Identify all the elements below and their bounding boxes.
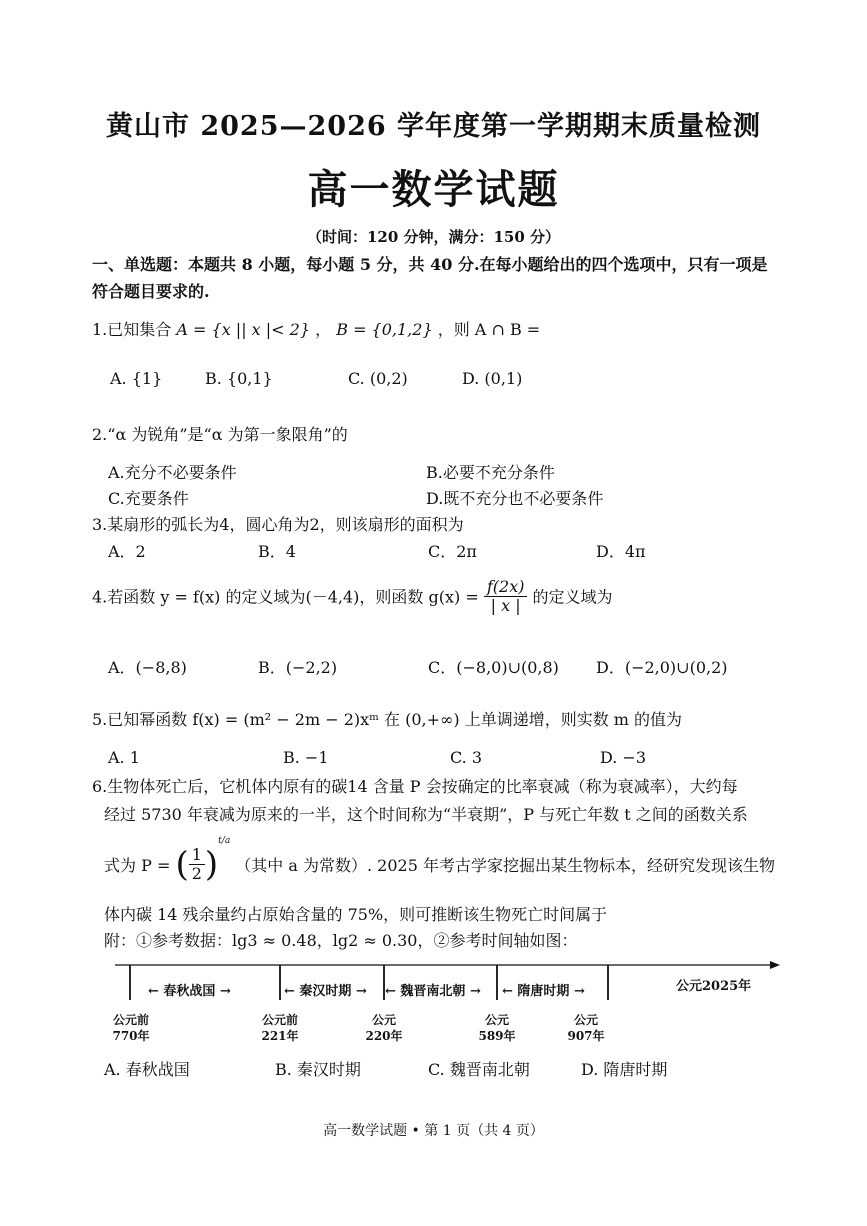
timeline-label-907ad-line1: 公元 <box>573 1013 598 1027</box>
q1-stem-end: ，则 A ∩ B = <box>437 320 541 339</box>
q1-option-d: D. (0,1) <box>462 369 523 388</box>
q4-fraction-numerator: f(2x) <box>484 578 528 597</box>
q6-option-d: D. 隋唐时期 <box>581 1060 668 1079</box>
q3-option-a: A．2 <box>108 542 146 561</box>
q5-option-d: D. −3 <box>600 748 647 767</box>
q6-fraction-denominator: 2 <box>191 864 202 883</box>
timeline-label-589ad <box>472 1012 522 1044</box>
q6-paren-close: ) <box>204 844 219 885</box>
q4-fraction <box>484 578 528 614</box>
q2-option-a: A.充分不必要条件 <box>108 463 237 482</box>
timeline-label-221bc-line1: 公元前 <box>261 1013 298 1027</box>
q6-option-a: A. 春秋战国 <box>104 1060 190 1079</box>
timeline-label-589ad-line1: 公元 <box>484 1013 509 1027</box>
timeline-label-220ad-line1: 公元 <box>371 1013 396 1027</box>
q5-option-c: C. 3 <box>450 748 483 767</box>
q6-option-b: B. 秦汉时期 <box>275 1060 361 1079</box>
time-score-info: （时间：120 分钟，满分：150 分） <box>306 228 561 246</box>
timeline-era-weijin: ← 魏晋南北朝 → <box>385 984 481 999</box>
section-heading-line2: 符合题目要求的. <box>92 282 210 301</box>
q6-formula-prefix: 式为 P = <box>104 856 171 875</box>
question-6-line3 <box>104 836 775 885</box>
q1-option-a: A. {1} <box>110 369 163 388</box>
question-6-line1: 6.生物体死亡后，它机体内原有的碳14 含量 P 会按确定的比率衰减（称为衰减率），大约每 <box>92 777 738 796</box>
timeline-label-589ad-line2: 589年 <box>478 1029 516 1044</box>
q1-stem-prefix: 1.已知集合 <box>92 320 172 339</box>
question-6-line2: 经过 5730 年衰减为原来的一半，这个时间称为“半衰期”，P 与死亡年数 t 之间的函数关系 <box>104 805 748 824</box>
q1-option-c: C. (0,2) <box>348 369 408 388</box>
question-5-stem: 5.已知幂函数 f(x) = (m² − 2m − 2)xᵐ 在 (0,+∞) 上单调递增，则实数 m 的值为 <box>92 710 683 729</box>
q5-option-a: A. 1 <box>108 748 140 767</box>
timeline-end-label: 公元2025年 <box>676 979 752 994</box>
timeline-label-770bc <box>106 1012 156 1044</box>
timeline-label-907ad <box>561 1012 611 1044</box>
q4-option-d: D．(−2,0)∪(0,2) <box>596 658 728 677</box>
q2-option-d: D.既不充分也不必要条件 <box>426 489 604 508</box>
question-3-stem: 3.某扇形的弧长为4，圆心角为2，则该扇形的面积为 <box>92 515 464 534</box>
q1-set-b: B = {0,1,2} <box>336 320 433 339</box>
q4-stem-suffix: 的定义域为 <box>532 587 613 607</box>
q4-fraction-denominator: | x | <box>490 595 521 615</box>
exam-header-title: 黄山市 2025—2026 学年度第一学期期末质量检测 <box>105 111 762 142</box>
q1-separator: ， <box>315 320 332 339</box>
q6-exponent: t/a <box>218 836 231 846</box>
question-4-stem <box>92 578 613 614</box>
timeline-era-chunqiu: ← 春秋战国 → <box>148 984 231 999</box>
q5-option-b: B. −1 <box>283 748 329 767</box>
q4-option-c: C．(−8,0)∪(0,8) <box>428 658 559 677</box>
timeline-arrowhead <box>770 961 780 969</box>
timeline-label-907ad-line2: 907年 <box>567 1029 605 1044</box>
timeline-era-qinhan: ← 秦汉时期 → <box>284 984 367 999</box>
timeline-label-221bc-line2: 221年 <box>261 1029 299 1044</box>
q6-fraction <box>189 846 205 882</box>
timeline-label-770bc-line2: 770年 <box>112 1029 150 1044</box>
timeline-label-770bc-line1: 公元前 <box>112 1013 149 1027</box>
question-2-stem: 2.“α 为锐角”是“α 为第一象限角”的 <box>92 425 348 444</box>
q4-option-b: B．(−2,2) <box>258 658 338 677</box>
q6-formula-suffix: （其中 a 为常数）. 2025 年考古学家挖掘出某生物标本，经研究发现该生物 <box>235 856 775 875</box>
q6-paren-open: ( <box>175 844 189 885</box>
q1-set-a: A = {x || x |< 2} <box>176 320 311 339</box>
q6-option-c: C. 魏晋南北朝 <box>428 1060 530 1079</box>
q4-stem-prefix: 4.若函数 y = f(x) 的定义域为(－4,4)，则函数 g(x) = <box>92 587 479 607</box>
question-6-line5: 附：①参考数据：lg3 ≈ 0.48，lg2 ≈ 0.30，②参考时间轴如图： <box>104 931 578 950</box>
q3-option-b: B．4 <box>258 542 296 561</box>
q4-option-a: A．(−8,8) <box>108 658 187 677</box>
q1-option-b: B. {0,1} <box>205 369 273 388</box>
timeline-era-suitang: ← 隋唐时期 → <box>502 984 585 999</box>
q3-option-d: D．4π <box>596 542 646 561</box>
question-1-stem <box>92 317 540 340</box>
page-footer: 高一数学试题 • 第 1 页（共 4 页） <box>323 1123 544 1139</box>
subject-title: 高一数学试题 <box>307 166 560 213</box>
timeline-label-221bc <box>255 1012 305 1044</box>
question-6-line4: 体内碳 14 残余量约占原始含量的 75%，则可推断该生物死亡时间属于 <box>104 905 608 924</box>
section-heading-line1: 一、单选题：本题共 8 小题，每小题 5 分，共 40 分.在每小题给出的四个选项中，只有一项是 <box>92 255 768 274</box>
timeline-label-220ad <box>359 1012 409 1044</box>
timeline-label-220ad-line2: 220年 <box>365 1029 403 1044</box>
q6-fraction-numerator: 1 <box>189 846 205 865</box>
q2-option-b: B.必要不充分条件 <box>426 463 555 482</box>
q2-option-c: C.充要条件 <box>108 489 189 508</box>
q3-option-c: C．2π <box>428 542 477 561</box>
